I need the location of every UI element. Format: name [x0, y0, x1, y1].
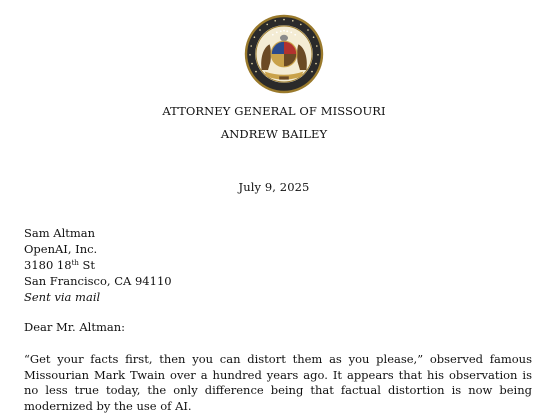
recipient-street	[24, 257, 172, 273]
letterhead-office: ATTORNEY GENERAL OF MISSOURI	[162, 104, 386, 118]
body-line: “Get your facts first, then you can distort them as you please,” observed famous	[24, 352, 532, 366]
recipient-address-block	[24, 225, 172, 305]
recipient-company: OpenAI, Inc.	[24, 242, 98, 256]
body-line: Missourian Mark Twain over a hundred years ago. It appears that his observation is	[24, 367, 532, 382]
street-suffix: St	[78, 258, 96, 272]
body-paragraph	[24, 352, 532, 414]
street-number: 3180 18	[24, 258, 72, 272]
letter-date: July 9, 2025	[238, 180, 310, 194]
recipient-city-state-zip: San Francisco, CA 94110	[24, 274, 172, 288]
salutation: Dear Mr. Altman:	[24, 320, 126, 334]
street-ordinal: th	[71, 259, 79, 267]
delivery-method: Sent via mail	[24, 290, 101, 304]
missouri-state-seal-icon	[244, 14, 324, 94]
letterhead-name: ANDREW BAILEY	[220, 127, 328, 141]
body-line: modernized by the use of AI.	[24, 398, 192, 413]
recipient-name: Sam Altman	[24, 226, 96, 240]
body-line: no less true today, the only difference being that factual distortion is now being	[24, 383, 532, 397]
